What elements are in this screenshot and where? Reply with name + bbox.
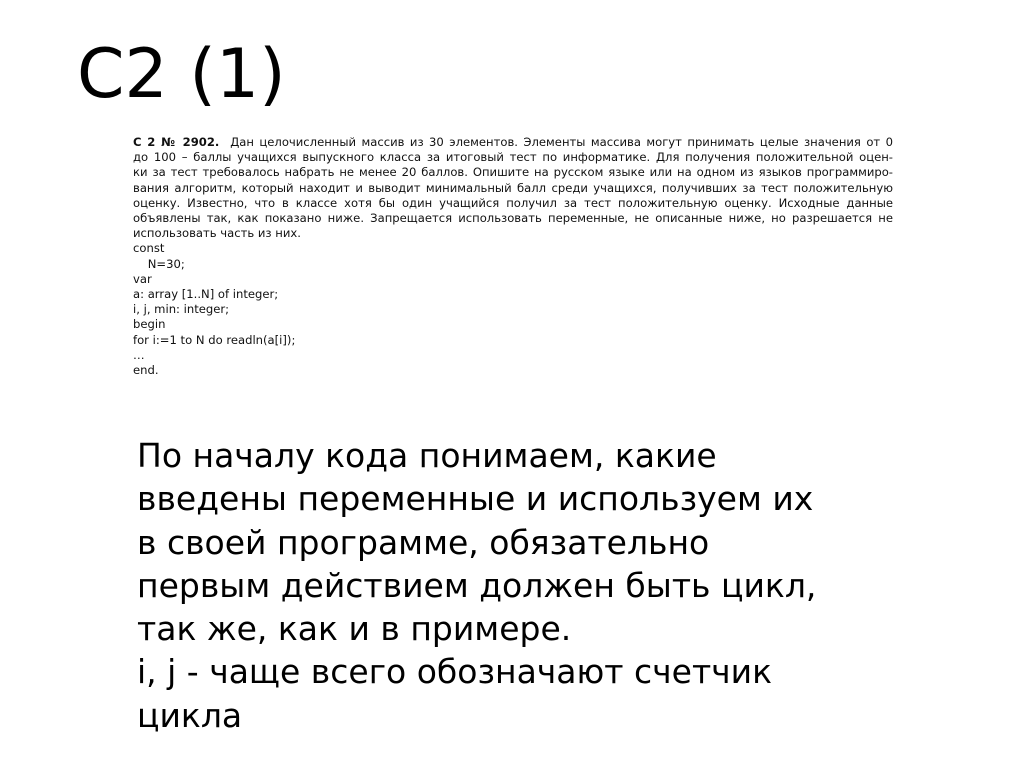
code-block: [133, 241, 893, 378]
code-line: const: [133, 241, 165, 256]
explanation-line: цикла: [137, 695, 243, 735]
code-line: begin: [133, 317, 166, 332]
task-excerpt: [133, 135, 893, 378]
explanation-text: [137, 434, 937, 737]
code-line: for i:=1 to N do readln(a[i]);: [133, 332, 296, 347]
task-line: вания алгоритм, который находит и выводит минимальный балл среди учащихся, получивших за тест положительную: [133, 180, 893, 195]
task-line: до 100 – баллы учащихся выпускного класса за итоговый тест по информатике. Для получения положительной оцен-: [133, 150, 893, 165]
code-line: a: array [1..N] of integer;: [133, 287, 279, 302]
task-line: ки за тест требовалось набрать не менее 20 баллов. Опишите на русском языке или на одном из языков программиро-: [133, 165, 893, 180]
code-line: end.: [133, 363, 159, 378]
code-line: N=30;: [133, 256, 185, 271]
task-statement: [133, 135, 893, 241]
code-line: var: [133, 271, 152, 286]
task-number: С 2 № 2902.: [133, 135, 220, 149]
explanation-line: По началу кода понимаем, какие: [137, 436, 717, 475]
slide-title: C2 (1): [77, 35, 286, 114]
task-line: оценку. Известно, что в классе хотя бы один учащийся получил за тест положительную оценку. Исходные данные: [133, 195, 893, 210]
explanation-line: первым действием должен быть цикл,: [137, 565, 817, 605]
task-line: объявлены так, как показано ниже. Запрещается использовать переменные, не описанные ниже, но разрешается не: [133, 211, 893, 226]
code-line: i, j, min: integer;: [133, 302, 230, 317]
explanation-line: i, j - чаще всего обозначают счетчик: [137, 652, 773, 692]
task-line: [133, 135, 893, 150]
explanation-line: так же, как и в примере.: [137, 609, 572, 649]
task-line: использовать часть из них.: [133, 226, 301, 241]
explanation-line: в своей программе, обязательно: [137, 522, 710, 562]
explanation-line: введены переменные и используем их: [137, 479, 814, 519]
code-line: …: [133, 347, 145, 362]
task-line-text: Дан целочисленный массив из 30 элементов. Элементы массива могут принимать целые значения от 0: [230, 135, 894, 149]
